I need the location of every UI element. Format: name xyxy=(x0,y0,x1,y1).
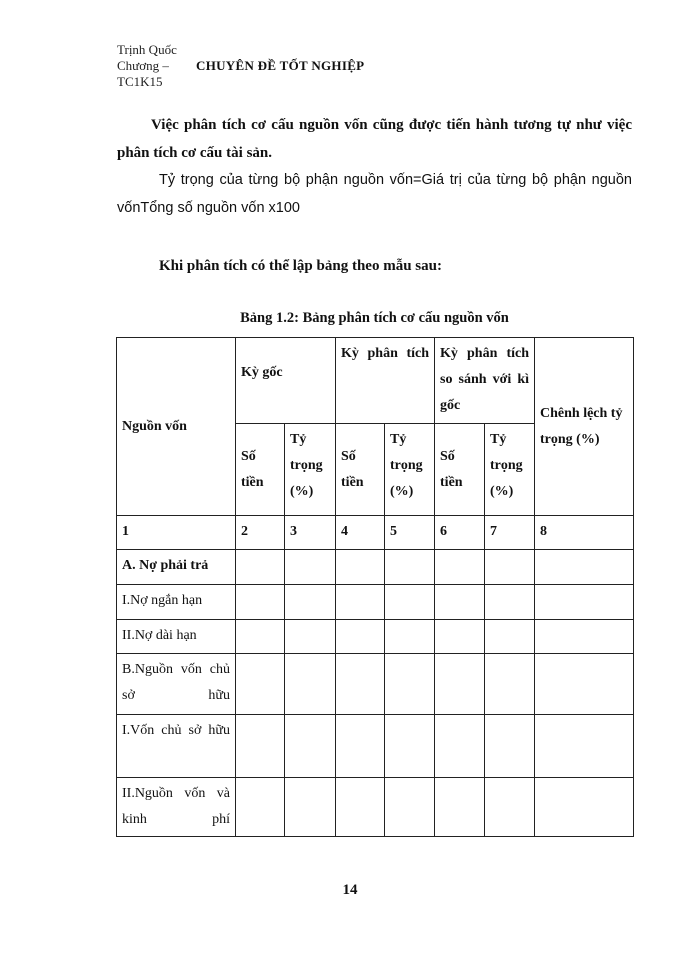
column-number: 4 xyxy=(336,516,385,550)
column-number: 2 xyxy=(236,516,285,550)
column-number: 5 xyxy=(385,516,435,550)
column-number: 1 xyxy=(117,516,236,550)
author-line: Chương – xyxy=(117,58,169,73)
paragraph-intro: Việc phân tích cơ cấu nguồn vốn cũng được tiến hành tương tự như việc phân tích cơ cấu tài sản. xyxy=(117,117,632,161)
table-row xyxy=(117,550,634,585)
column-number: 3 xyxy=(285,516,336,550)
capital-structure-table xyxy=(116,337,634,837)
column-number: 7 xyxy=(485,516,535,550)
row-label: B.Nguồn vốn chủ sở hữu xyxy=(117,654,236,715)
header-comparison: Kỳ phân tích so sánh với kì gốc xyxy=(435,338,535,424)
paragraph-table-intro: Khi phân tích có thể lập bảng theo mẫu sau: xyxy=(159,258,442,274)
subheader-amount: Số tiền xyxy=(236,424,285,516)
header-analysis-period: Kỳ phân tích xyxy=(336,338,435,424)
row-label: A. Nợ phải trả xyxy=(117,550,236,585)
row-label: II.Nợ dài hạn xyxy=(117,620,236,654)
header-difference: Chênh lệch tỷ trọng (%) xyxy=(535,338,634,516)
row-label: I.Vốn chủ sở hữu xyxy=(117,715,236,778)
table-caption: Bảng 1.2: Bảng phân tích cơ cấu nguồn vốn xyxy=(240,310,509,326)
header-source: Nguồn vốn xyxy=(117,338,236,516)
column-number: 6 xyxy=(435,516,485,550)
page-number: 14 xyxy=(342,882,358,898)
table-row xyxy=(117,620,634,654)
author-line: TC1K15 xyxy=(117,74,163,89)
subheader-amount: Số tiền xyxy=(336,424,385,516)
table-row xyxy=(117,585,634,620)
subheader-ratio: Tỷ trọng (%) xyxy=(285,424,336,516)
table-row xyxy=(117,715,634,778)
table-row xyxy=(117,778,634,837)
header-title: CHUYÊN ĐỀ TỐT NGHIỆP xyxy=(196,58,365,73)
column-number: 8 xyxy=(535,516,634,550)
row-label: I.Nợ ngắn hạn xyxy=(117,585,236,620)
subheader-amount: Số tiền xyxy=(435,424,485,516)
author-line: Trịnh Quốc xyxy=(117,42,177,57)
header-author xyxy=(117,42,187,90)
table-header-row xyxy=(117,338,634,424)
row-label: II.Nguồn vốn và kinh phí xyxy=(117,778,236,837)
header-base-period: Kỳ gốc xyxy=(236,338,336,424)
column-number-row xyxy=(117,516,634,550)
subheader-ratio: Tỷ trọng (%) xyxy=(385,424,435,516)
paragraph-formula: Tỷ trọng của từng bộ phận nguồn vốn=Giá trị của từng bộ phận nguồn vốnTổng số nguồn vốn x100 xyxy=(117,172,632,216)
table-row xyxy=(117,654,634,715)
subheader-ratio: Tỷ trọng (%) xyxy=(485,424,535,516)
